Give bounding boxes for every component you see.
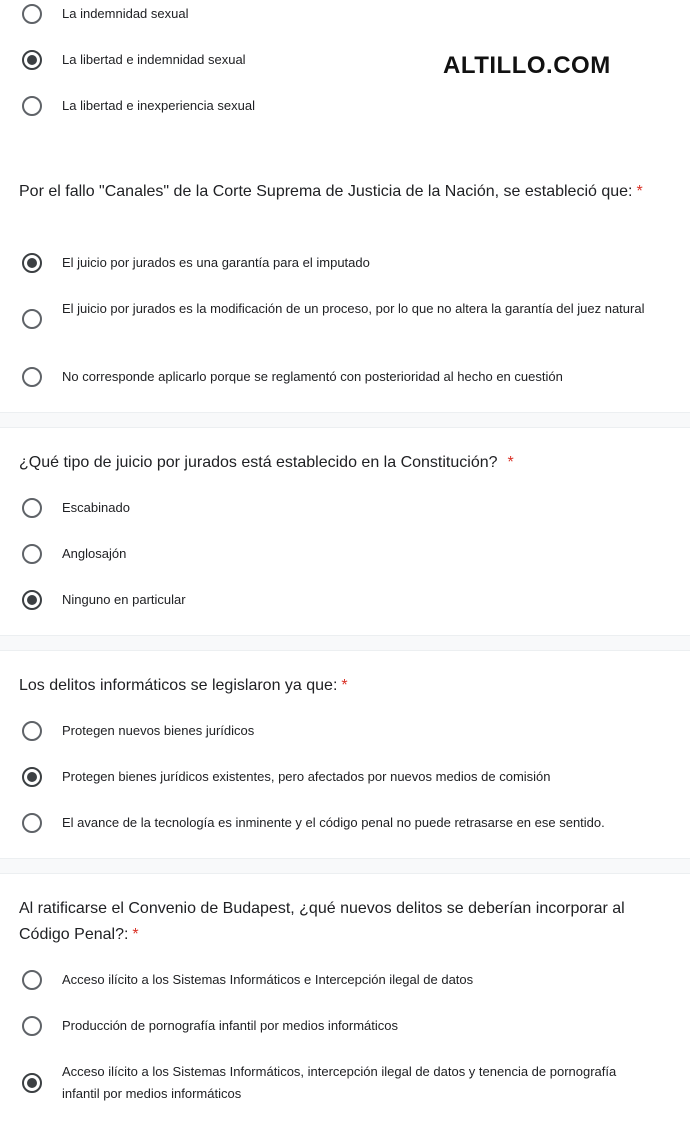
q3-option-3[interactable] [22,812,682,834]
q1-option-2[interactable] [22,298,662,329]
q1-option-1[interactable] [22,252,662,274]
radio-unchecked-icon[interactable] [22,970,42,990]
radio-unchecked-icon[interactable] [22,721,42,741]
q3-option-1[interactable] [22,720,662,742]
radio-checked-icon[interactable] [22,50,42,70]
question-title [19,673,679,699]
question-title [19,179,679,205]
radio-checked-icon[interactable] [22,1073,42,1093]
option-label: Producción de pornografía infantil por medios informáticos [62,1018,399,1033]
q2-option-2[interactable] [22,543,662,565]
required-asterisk: * [132,926,139,943]
q2-option-1[interactable] [22,497,662,519]
q0-option-3[interactable] [22,95,662,117]
option-label: Protegen bienes jurídicos existentes, pero afectados por nuevos medios de comisión [62,769,551,784]
required-asterisk: * [341,677,348,694]
radio-checked-icon[interactable] [22,767,42,787]
option-label: El avance de la tecnología es inminente y el código penal no puede retrasarse en ese sentido. [62,815,605,830]
question-text: Por el fallo "Canales" de la Corte Suprema de Justicia de la Nación, se estableció que: [19,183,633,200]
option-label: La libertad e indemnidad sexual [62,52,246,67]
q1-option-3[interactable] [22,366,662,388]
radio-checked-icon[interactable] [22,590,42,610]
q0-option-1[interactable] [22,3,662,25]
q4-option-1[interactable] [22,969,662,991]
required-asterisk: * [507,454,514,471]
section-divider [0,858,690,874]
q2-option-3[interactable] [22,589,662,611]
option-label: Ninguno en particular [62,592,186,607]
radio-unchecked-icon[interactable] [22,96,42,116]
radio-checked-icon[interactable] [22,253,42,273]
q3-option-2[interactable] [22,766,662,788]
radio-unchecked-icon[interactable] [22,1016,42,1036]
section-divider [0,635,690,651]
radio-unchecked-icon[interactable] [22,498,42,518]
option-label: La libertad e inexperiencia sexual [62,98,255,113]
option-label: No corresponde aplicarlo porque se reglamentó con posterioridad al hecho en cuestión [62,369,563,384]
question-title [19,896,679,948]
option-label: Acceso ilícito a los Sistemas Informáticos, intercepción ilegal de datos y tenencia de pornografía infantil por medios informáticos [62,1064,617,1101]
question-text: ¿Qué tipo de juicio por jurados está establecido en la Constitución? [19,454,498,471]
option-label: Escabinado [62,500,130,515]
question-text: Los delitos informáticos se legislaron ya que: [19,677,338,694]
radio-unchecked-icon[interactable] [22,813,42,833]
required-asterisk: * [636,183,643,200]
radio-unchecked-icon[interactable] [22,367,42,387]
option-label: Anglosajón [62,546,127,561]
question-text: Al ratificarse el Convenio de Budapest, ¿qué nuevos delitos se deberían incorporar al Código Penal?: [19,900,625,943]
question-title [19,450,679,476]
watermark-text: ALTILLO.COM [443,52,611,79]
option-label: Acceso ilícito a los Sistemas Informáticos e Intercepción ilegal de datos [62,972,474,987]
option-label: Protegen nuevos bienes jurídicos [62,723,255,738]
section-divider [0,412,690,428]
q0-option-2[interactable] [22,49,662,71]
radio-unchecked-icon[interactable] [22,4,42,24]
option-label: El juicio por jurados es la modificación de un proceso, por lo que no altera la garantía del juez natural [62,301,645,316]
radio-unchecked-icon[interactable] [22,544,42,564]
radio-unchecked-icon[interactable] [22,309,42,329]
option-label: El juicio por jurados es una garantía para el imputado [62,255,370,270]
q4-option-3[interactable] [22,1061,622,1105]
option-label: La indemnidad sexual [62,6,189,21]
q4-option-2[interactable] [22,1015,662,1037]
